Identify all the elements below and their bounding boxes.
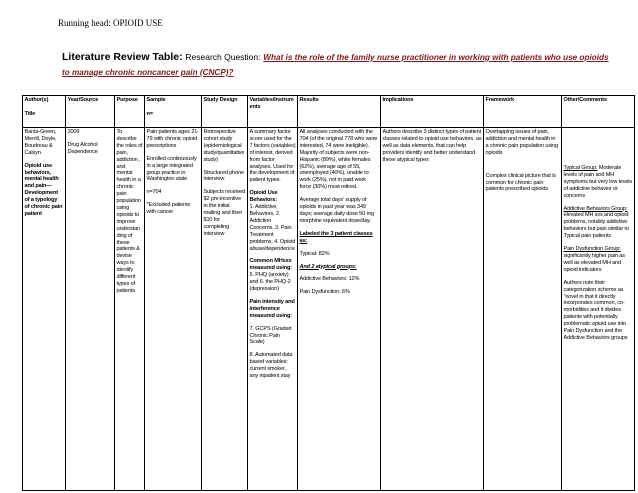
other-dysfunction: Pain Dysfunction Group: significantly higher pain as well as elevated MH and opioid indicators [563,246,625,273]
variables-opioid-head: Opioid Use Behaviors: [249,190,278,204]
sample-exclusion: *Excluded patients with cancer [146,202,191,216]
research-question-line2: to manage chronic noncancer pain (CNCP)? [62,68,234,77]
variables-opioid: 1. Addictive Behaviors, 2. Addiction Concerns, 3. Pain Treatment problems, 4. Opioid abuse/dependence [249,204,296,252]
cell-other [562,128,635,491]
header-implications: Implications [381,96,484,128]
running-head: Running head: OPIOID USE [58,18,163,28]
literature-review-table [22,95,635,491]
research-question-line1: What is the role of the family nurse practitioner in working with patients who use opioids [263,53,609,62]
header-results: Results [298,96,381,128]
other-typical: Typical Group: Moderate levels of pain and MH symptoms but very low levels of addictive behavior or concerns [563,165,633,199]
framework-clinical: Complex clinical picture that is common for chronic pain patients prescribed opioids [485,172,556,193]
title-main: Literature Review Table: [62,51,183,63]
variables-pain-head: Pain intensity and interference measured using: [249,298,295,319]
table-row [23,128,635,491]
cell-framework [484,128,562,491]
header-row [23,96,635,128]
cell-implications [381,128,484,491]
design-method: Structured phone interview [203,169,245,183]
variables-summary: A summary factor score used for the 7 factors (variables) of interest, derived from factor analyses. Used for the development of patient types. [249,129,296,184]
other-addictive: Addictive Behaviors Group: elevated MH sxs and opioid problems, notably addictive behaviors but pain similar to Typical pain patients [563,205,629,240]
design-type: Retrospective cohort study (epidemiological study/quantitative study) [203,129,245,163]
results-atypical-head: And 2 atypical groups: [299,263,357,270]
results-dysfunction: Pain Dysfunction: 6% [299,289,350,296]
authors: Banta-Green, Merrill, Doyle, Boudreau & Calsyn [24,129,57,156]
header-other: Other/Comments [562,96,635,128]
source: Drug Alcohol Dependence [67,141,98,155]
variables-pain: 7. GCPS (Graded Chronic Pain Scale) [249,325,292,346]
header-framework: Framework [484,96,562,128]
variables-automated: 8. Automated data based variables: current smoker, any inpatient stay [249,352,293,380]
results-typical: Typical: 82% [299,250,330,257]
results-addictive: Addictive Behaviors: 12% [299,276,360,283]
cell-variables [248,128,298,491]
cell-author [23,128,66,491]
cell-year [66,128,115,491]
purpose: To describe the roles of pain, addiction , and mental health in a chronic pain population using opioids to improve understanding of these patients & devise ways to identify different types of patients [116,129,143,294]
cell-results [298,128,381,491]
header-purpose: Purpose [115,96,145,128]
document-title [62,50,610,80]
header-year: Year/Source [66,96,115,128]
variables-mhsxs: 5. PHQ (anxiety) and 6. the PHQ-2 (depression) [249,272,291,293]
header-author: Author(s) Title [23,96,66,128]
header-title: Title [24,110,36,117]
sample-criteria: Pain patients ages 21-79 with chronic opioid prescriptions [146,129,199,149]
framework-issues: Overlapping issues of pain, addiction and mental health in a chronic pain population using opioids [485,129,558,156]
header-sample: Sample n= [145,96,202,128]
implications: Authors describe 3 distinct types of patient classes related to opioid use behaviors, as well as data elements, that can help providers identify and better understand these atypical types [382,129,482,163]
cell-purpose [115,128,145,491]
cell-sample [145,128,202,491]
cell-design [202,128,248,491]
results-classes-head: Labeled the 3 patient classes as: [299,230,373,244]
sample-n: n=704 [146,189,162,196]
year: 2009 [67,129,80,135]
sample-enrollment: Enrolled continuously in a large integrated group practice in Washington state [146,155,197,183]
results-dose: Average total days' supply of opioids in past year was 349 days; average daily dose 50 mg morphine equivalent dose/day. [299,197,374,224]
variables-mhsxs-head: Common MHsxs measured using: [249,258,293,272]
header-design: Study Design [202,96,248,128]
results-demographics: All analyses conducted with the 704 (of the original 778 who were interested, 74 were ineligible). Majority of subjects were non-Hispanic (89%), white females (62%), average age of 55, unemployed (40%), unable to work (25%), not in paid work force (30%) most retired. [299,129,378,191]
design-incentive: Subjects received $2 pre-incentive in the initial mailing and then $10 for completing interview [203,189,246,237]
article-title: Opioid use behaviors, mental health and pain—Development of a typology of chronic pain patient [24,162,63,217]
header-sample-n: n= [146,110,153,117]
research-question-label: Research Question: [185,52,261,62]
other-authors-note: Authors note their categorization scheme as "novel in that it directly incorporates common, co-morbidities and it divides patients with potentially problematic opioid use into Pain Dysfunction and the Addictive Behaviors groups [563,279,628,341]
header-variables: Variables/Instruments [248,96,298,128]
